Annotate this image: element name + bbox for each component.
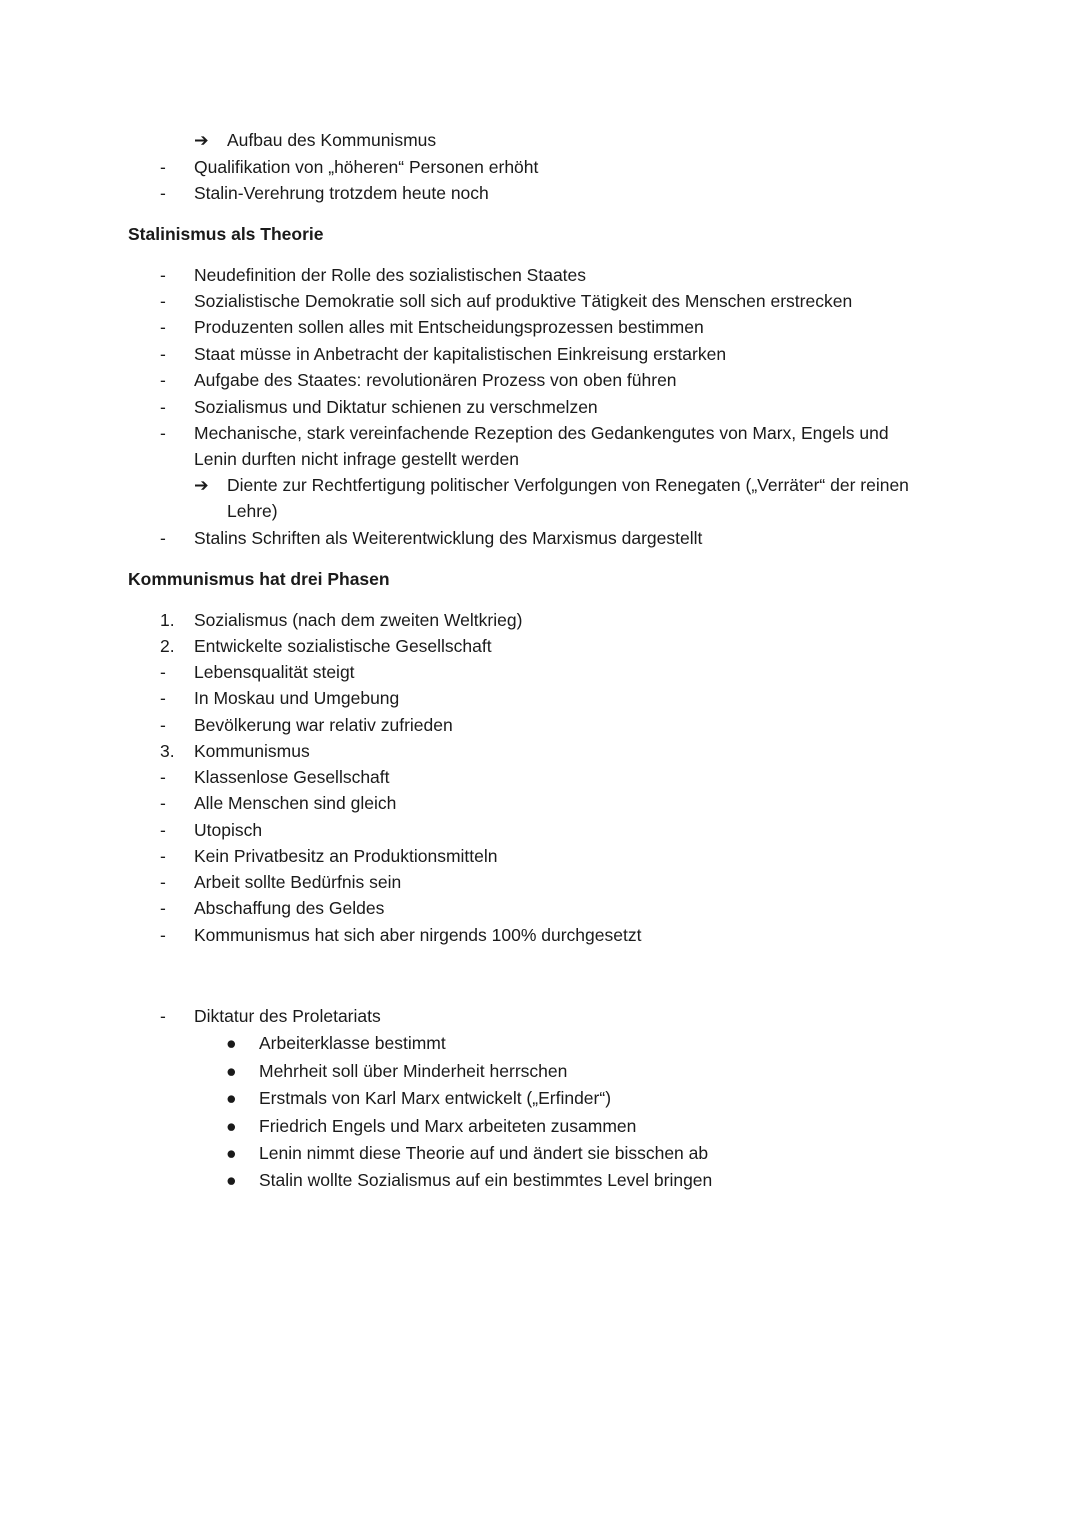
list-item <box>0 1003 1080 1029</box>
numbered-item <box>0 633 1080 659</box>
list-item <box>0 314 1080 340</box>
list-item <box>0 922 1080 948</box>
bullet-icon: ● <box>226 1170 237 1190</box>
numbered-item <box>0 738 1080 764</box>
list-item-text: Staat müsse in Anbetracht der kapitalistischen Einkreisung erstarken <box>194 344 727 364</box>
bullet-item-text: Stalin wollte Sozialismus auf ein bestimmtes Level bringen <box>259 1170 713 1190</box>
numbered-item-text: Kommunismus <box>194 741 310 761</box>
list-item <box>0 420 1080 446</box>
dash-marker: - <box>160 183 166 203</box>
dash-marker: - <box>160 370 166 390</box>
list-item-text: Arbeit sollte Bedürfnis sein <box>194 872 402 892</box>
arrow-item <box>0 472 1080 498</box>
list-item-text: Utopisch <box>194 820 263 840</box>
list-item <box>0 895 1080 921</box>
list-item-text: Abschaffung des Geldes <box>194 898 385 918</box>
list-item-text: Bevölkerung war relativ zufrieden <box>194 715 453 735</box>
list-item-text: Stalin-Verehrung trotzdem heute noch <box>194 183 489 203</box>
dash-marker: - <box>160 688 166 708</box>
dash-marker: - <box>160 846 166 866</box>
list-item-text: Lebensqualität steigt <box>194 662 355 682</box>
list-item-text: Qualifikation von „höheren“ Personen erhöht <box>194 157 539 177</box>
dash-marker: - <box>160 872 166 892</box>
dash-marker: - <box>160 265 166 285</box>
list-item <box>0 790 1080 816</box>
arrow-item-text: Aufbau des Kommunismus <box>227 130 437 150</box>
dash-marker: - <box>160 423 166 443</box>
list-item <box>0 869 1080 895</box>
dash-marker: - <box>160 662 166 682</box>
list-item-continuation-text: Lenin durften nicht infrage gestellt werden <box>194 449 519 469</box>
bullet-item <box>0 1085 1080 1111</box>
list-item-continuation <box>0 446 1080 472</box>
arrow-icon: ➔ <box>194 130 209 150</box>
dash-marker: - <box>160 925 166 945</box>
dash-marker: - <box>160 528 166 548</box>
bullet-item-text: Erstmals von Karl Marx entwickelt („Erfinder“) <box>259 1088 612 1108</box>
list-item-text: Kein Privatbesitz an Produktionsmitteln <box>194 846 498 866</box>
dash-marker: - <box>160 793 166 813</box>
list-item-text: Sozialismus und Diktatur schienen zu verschmelzen <box>194 397 598 417</box>
list-item-text: In Moskau und Umgebung <box>194 688 400 708</box>
bullet-item <box>0 1113 1080 1139</box>
dash-marker: - <box>160 715 166 735</box>
bullet-item <box>0 1167 1080 1193</box>
list-item <box>0 341 1080 367</box>
bullet-icon: ● <box>226 1143 237 1163</box>
bullet-icon: ● <box>226 1033 237 1053</box>
dash-marker: - <box>160 291 166 311</box>
bullet-item <box>0 1058 1080 1084</box>
bullet-item-text: Arbeiterklasse bestimmt <box>259 1033 446 1053</box>
list-item-text: Diktatur des Proletariats <box>194 1006 381 1026</box>
list-number: 2. <box>160 636 175 656</box>
numbered-item-text: Sozialismus (nach dem zweiten Weltkrieg) <box>194 610 523 630</box>
dash-marker: - <box>160 898 166 918</box>
list-number: 1. <box>160 610 175 630</box>
dash-marker: - <box>160 317 166 337</box>
list-item <box>0 685 1080 711</box>
list-item <box>0 394 1080 420</box>
arrow-item-text: Diente zur Rechtfertigung politischer Verfolgungen von Renegaten („Verräter“ der reinen <box>227 475 909 495</box>
list-item <box>0 525 1080 551</box>
list-item-text: Aufgabe des Staates: revolutionären Prozess von oben führen <box>194 370 677 390</box>
arrow-item-continuation-text: Lehre) <box>227 501 278 521</box>
list-item-text: Stalins Schriften als Weiterentwicklung des Marxismus dargestellt <box>194 528 703 548</box>
list-item <box>0 843 1080 869</box>
section-heading-kommunismus: Kommunismus hat drei Phasen <box>128 569 390 589</box>
dash-marker: - <box>160 820 166 840</box>
list-item-text: Sozialistische Demokratie soll sich auf produktive Tätigkeit des Menschen erstrecken <box>194 291 853 311</box>
list-item-text: Mechanische, stark vereinfachende Rezeption des Gedankengutes von Marx, Engels und <box>194 423 889 443</box>
list-item <box>0 288 1080 314</box>
list-item <box>0 262 1080 288</box>
list-number: 3. <box>160 741 175 761</box>
list-item <box>0 154 1080 180</box>
bullet-item-text: Mehrheit soll über Minderheit herrschen <box>259 1061 568 1081</box>
list-item-text: Alle Menschen sind gleich <box>194 793 397 813</box>
bullet-icon: ● <box>226 1061 237 1081</box>
dash-marker: - <box>160 1006 166 1026</box>
list-item-text: Produzenten sollen alles mit Entscheidungsprozessen bestimmen <box>194 317 704 337</box>
bullet-item <box>0 1030 1080 1056</box>
list-item-text: Neudefinition der Rolle des sozialistischen Staates <box>194 265 587 285</box>
bullet-icon: ● <box>226 1088 237 1108</box>
dash-marker: - <box>160 767 166 787</box>
bullet-icon: ● <box>226 1116 237 1136</box>
bullet-item <box>0 1140 1080 1166</box>
arrow-item <box>0 127 1080 153</box>
list-item <box>0 817 1080 843</box>
section-heading-stalinismus: Stalinismus als Theorie <box>128 224 324 244</box>
list-item <box>0 659 1080 685</box>
list-item <box>0 367 1080 393</box>
bullet-item-text: Lenin nimmt diese Theorie auf und ändert sie bisschen ab <box>259 1143 709 1163</box>
list-item <box>0 764 1080 790</box>
list-item-text: Klassenlose Gesellschaft <box>194 767 390 787</box>
dash-marker: - <box>160 397 166 417</box>
dash-marker: - <box>160 344 166 364</box>
bullet-item-text: Friedrich Engels und Marx arbeiteten zusammen <box>259 1116 637 1136</box>
list-item <box>0 712 1080 738</box>
dash-marker: - <box>160 157 166 177</box>
arrow-icon: ➔ <box>194 475 209 495</box>
numbered-item-text: Entwickelte sozialistische Gesellschaft <box>194 636 492 656</box>
numbered-item <box>0 607 1080 633</box>
list-item <box>0 180 1080 206</box>
list-item-text: Kommunismus hat sich aber nirgends 100% durchgesetzt <box>194 925 642 945</box>
arrow-item-continuation <box>0 498 1080 524</box>
